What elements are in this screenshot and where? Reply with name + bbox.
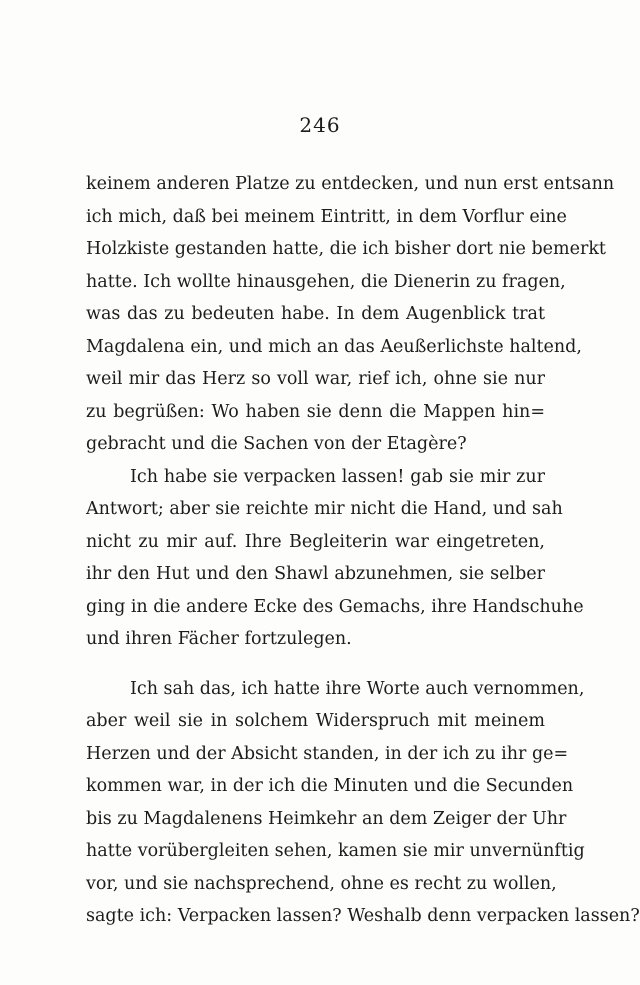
text-line: was das zu bedeuten habe. In dem Augenblick trat	[86, 304, 545, 324]
text-line: Holzkiste gestanden hatte, die ich bisher dort nie bemerkt	[86, 239, 606, 259]
text-line: und ihren Fächer fortzulegen.	[86, 629, 352, 649]
paragraph	[86, 461, 584, 656]
text-line: Antwort; aber sie reichte mir nicht die Hand, und sah	[86, 499, 563, 519]
paragraph	[86, 168, 615, 461]
text-line: bis zu Magdalenens Heimkehr an dem Zeiger der Uhr	[86, 808, 567, 829]
paragraph	[86, 673, 640, 933]
text-line: weil mir das Herz so voll war, rief ich, ohne sie nur	[86, 369, 545, 389]
paragraph-gap	[86, 656, 545, 673]
text-line: vor, und sie nachsprechend, ohne es recht zu wollen,	[86, 873, 557, 894]
page-number: 246	[299, 113, 341, 137]
text-line: gebracht und die Sachen von der Etagère?	[86, 434, 467, 454]
text-line: ich mich, daß bei meinem Eintritt, in dem Vorflur eine	[86, 206, 567, 227]
text-line: nicht zu mir auf. Ihre Begleiterin war eingetreten,	[86, 531, 545, 552]
text-line: hatte. Ich wollte hinausgehen, die Dienerin zu fragen,	[86, 271, 566, 292]
text-line: Ich habe sie verpacken lassen! gab sie mir zur	[130, 466, 545, 487]
text-line: keinem anderen Platze zu entdecken, und nun erst entsann	[86, 174, 615, 194]
text-line: zu begrüßen: Wo haben sie denn die Mappen hin=	[86, 401, 545, 422]
text-line: ging in die andere Ecke des Gemachs, ihre Handschuhe	[86, 596, 584, 617]
text-line: ihr den Hut und den Shawl abzunehmen, sie selber	[86, 564, 545, 584]
text-line: sagte ich: Verpacken lassen? Weshalb denn verpacken lassen?	[86, 906, 640, 926]
text-line: kommen war, in der ich die Minuten und die Secunden	[86, 776, 574, 796]
text-line: Herzen und der Absicht standen, in der ich zu ihr ge=	[86, 743, 569, 764]
text-line: hatte vorübergleiten sehen, kamen sie mir unvernünftig	[86, 841, 585, 861]
text-line: Magdalena ein, und mich an das Aeußerlichste haltend,	[86, 336, 582, 357]
text-line: aber weil sie in solchem Widerspruch mit meinem	[86, 711, 545, 731]
body-text	[86, 168, 640, 933]
text-line: Ich sah das, ich hatte ihre Worte auch vernommen,	[130, 678, 585, 699]
